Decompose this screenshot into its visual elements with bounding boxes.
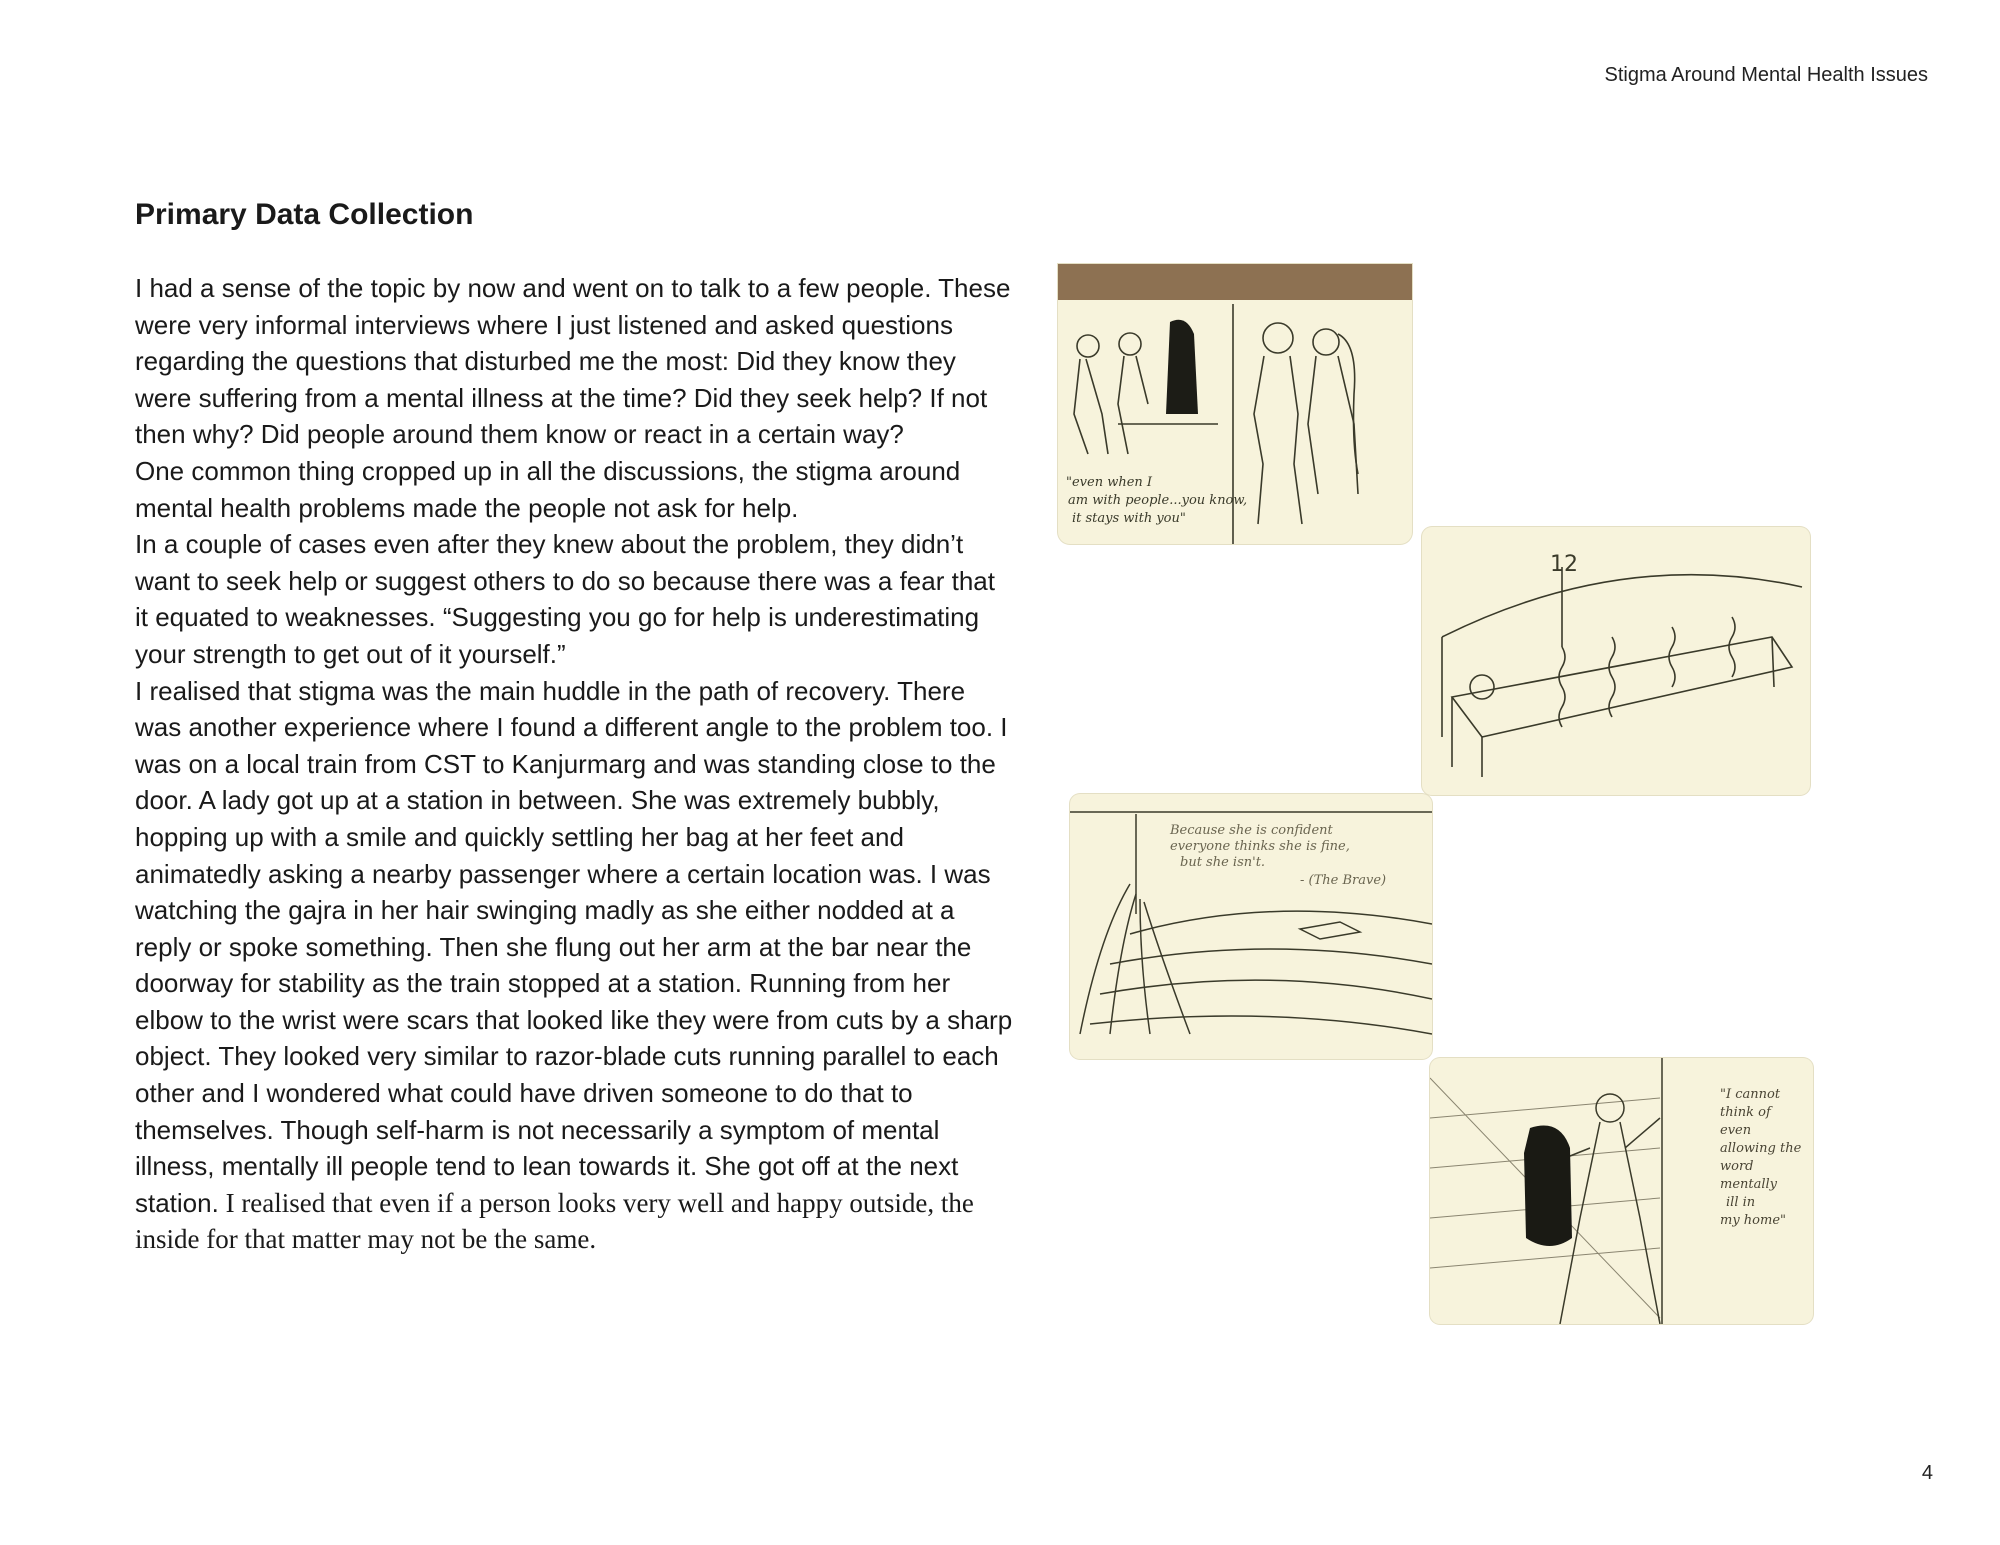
page-number: 4	[1921, 1462, 1933, 1484]
sketch-caption: "I cannot	[1720, 1087, 1781, 1102]
paragraph-text: next station.	[135, 1151, 959, 1218]
sketch-caption: it stays with you"	[1072, 511, 1186, 526]
paragraph: In a couple of cases even after they knew about the problem, they didn’t want to seek help or suggest others to do so because there was a fear that it equated to weaknesses. “Suggesting you go for help is underestimating your strength to get out of it yourself.”	[135, 529, 995, 669]
sketch-caption: my home"	[1720, 1213, 1787, 1228]
sketch-caption: "even when I	[1066, 475, 1153, 490]
sketch-caption: mentally	[1720, 1177, 1778, 1192]
section-title: Primary Data Collection	[135, 198, 474, 231]
paragraph	[135, 673, 1015, 1259]
sketch-arm-wave-icon	[1070, 794, 1432, 1059]
sketch-caption: am with people...you know,	[1068, 493, 1248, 508]
body-text	[135, 270, 1015, 1258]
sketch-caption: allowing the	[1720, 1141, 1802, 1156]
paragraph-text: I realised that stigma was the main huddle in the path of recovery. There was another experience where I found a different angle to the problem too. I was on a local train from CST to Kanjurmarg and was standing close to the door. A lady got up at a station in between. She was extremely bubbly, hopping up with a smile and quickly settling her bag at her feet and animatedly asking a nearby passenger where a certain location was. I was watching the gajra in her hair swinging madly as she either nodded at a reply or spoke something. Then she flung out her arm at the bar near the doorway for stability as the train stopped at a station. Running from her elbow to the wrist were scars that looked like they were from cuts by a sharp object. They looked very similar to razor-blade cuts running parallel to each other and I wondered what could have driven someone to do that to themselves. Though self-harm is not necessarily a symptom of mental illness, mentally ill people tend to lean towards it. She got off at the	[135, 675, 1013, 1182]
sketch-caption: everyone thinks she is fine,	[1170, 839, 1350, 854]
sketch-figure-icon	[1430, 1058, 1813, 1324]
sketch-bed-chains-icon	[1422, 527, 1810, 795]
sketch-caption: think of	[1720, 1105, 1771, 1120]
sketch-caption: word	[1720, 1159, 1754, 1174]
running-header: Stigma Around Mental Health Issues	[1604, 64, 1928, 86]
paragraph: One common thing cropped up in all the discussions, the stigma around mental health problems made the people not ask for help.	[135, 455, 961, 523]
paragraph: I had a sense of the topic by now and went on to talk to a few people. These were very informal interviews where I just listened and asked questions regarding the questions that disturbed me the most: Did they know they were suffering from a mental illness at the time? Did they seek help? If not then why? Did people around them know or react in a certain way?	[135, 273, 1011, 450]
paragraph-text-serif: I realised that even if a person looks very well and happy outside, the inside for that matter may not be the same.	[135, 1187, 974, 1255]
sketch-caption: ill in	[1726, 1195, 1756, 1210]
sketch-caption: Because she is confident	[1170, 823, 1333, 838]
sketch-people-icon	[1058, 264, 1412, 544]
sketch-caption: - (The Brave)	[1300, 873, 1387, 888]
sketch-clock-number: 12	[1550, 552, 1578, 577]
sketch-caption: even	[1720, 1123, 1752, 1138]
sketch-caption: but she isn't.	[1180, 855, 1266, 870]
